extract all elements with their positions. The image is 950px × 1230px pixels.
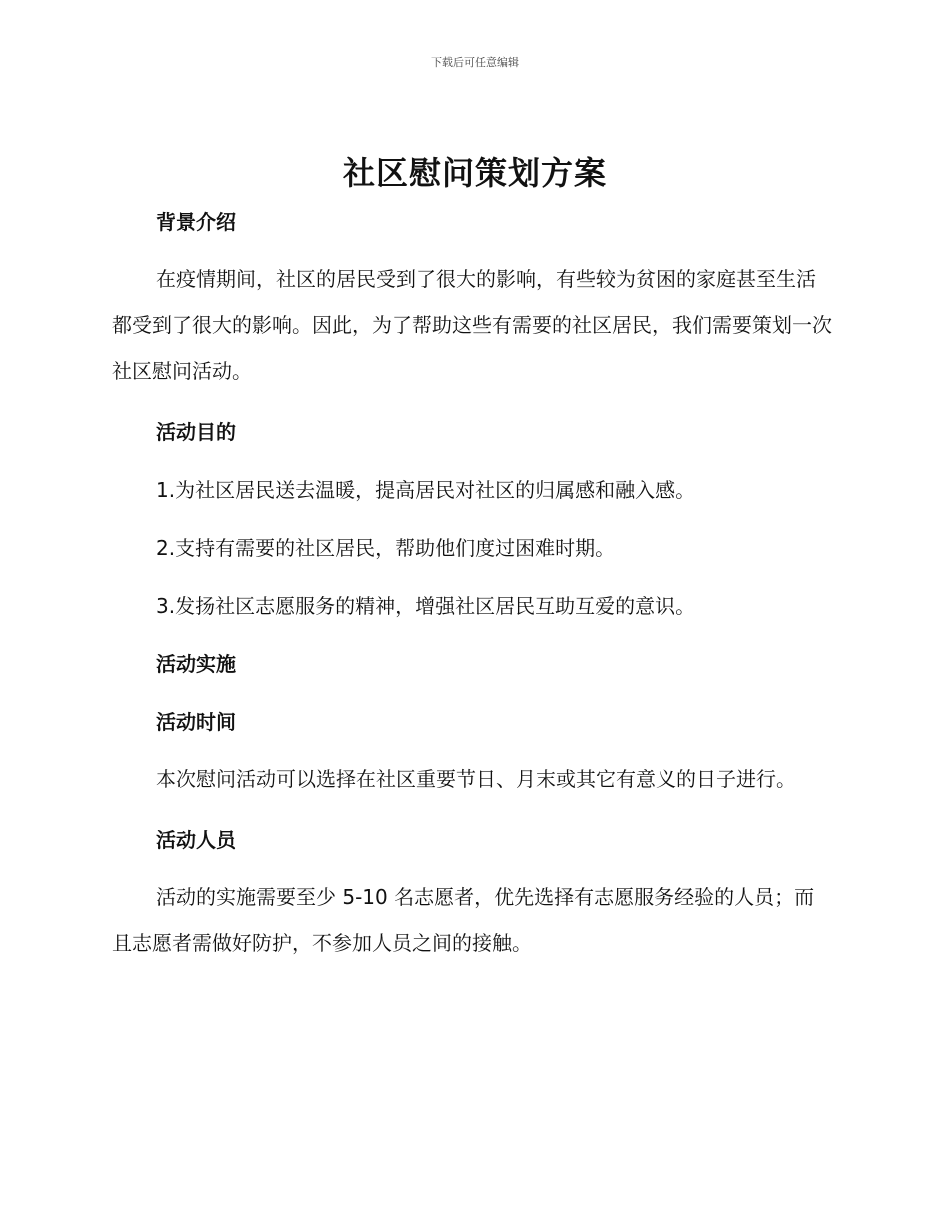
subsection-heading-people: 活动人员 <box>156 828 236 852</box>
background-paragraph: 在疫情期间，社区的居民受到了很大的影响，有些较为贫困的家庭甚至生活都受到了很大的影响。因此，为了帮助这些有需要的社区居民，我们需要策划一次社区慰问活动。 <box>112 267 832 383</box>
section-heading-purpose: 活动目的 <box>156 420 236 444</box>
subsection-heading-time: 活动时间 <box>156 710 236 734</box>
people-paragraph: 活动的实施需要至少 5-10 名志愿者，优先选择有志愿服务经验的人员；而且志愿者需做好防护，不参加人员之间的接触。 <box>112 885 815 955</box>
document-body <box>112 202 832 966</box>
section-heading-background: 背景介绍 <box>156 210 236 234</box>
purpose-item: 3.发扬社区志愿服务的精神，增强社区居民互助互爱的意识。 <box>156 594 696 618</box>
purpose-item: 2.支持有需要的社区居民，帮助他们度过困难时期。 <box>156 536 616 560</box>
purpose-item: 1.为社区居民送去温暖，提高居民对社区的归属感和融入感。 <box>156 478 696 502</box>
page-title: 社区慰问策划方案 <box>342 154 607 192</box>
time-paragraph: 本次慰问活动可以选择在社区重要节日、月末或其它有意义的日子进行。 <box>156 767 796 791</box>
section-heading-implementation: 活动实施 <box>156 652 236 676</box>
header-note: 下载后可任意编辑 <box>431 56 519 69</box>
